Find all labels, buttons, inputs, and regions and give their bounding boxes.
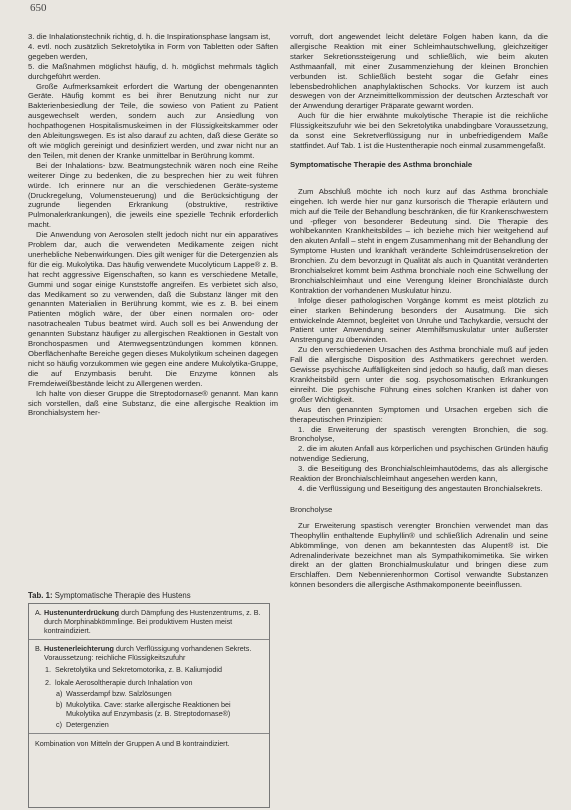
table-item-a bbox=[35, 608, 263, 635]
item-label: 1. bbox=[45, 665, 51, 675]
paragraph: Große Aufmerksamkeit erfordert die Wartung der obengenannten Geräte. Häufig kommt es bei ihrer Benutzung nicht nur zur Bakterienbesiedlung der Teile, die sowieso von Patient zu Patient ausgewechselt werden, sondern auch zur Ansiedlung von hochpathogenen Hospitalismuskeimen in der Flüssigkeitskammer oder den Ableitungswegen. Es ist also darauf zu achten, daß diese Geräte so oft wie möglich gereinigt und desinfiziert werden, und zwar nicht nur an den Teilen, mit denen der Kranke unmittelbar in Berührung kommt. bbox=[28, 81, 278, 160]
item-title: Hustenerleichterung bbox=[44, 644, 114, 654]
paragraph: Ich halte von dieser Gruppe die Streptodornase® genannt. Man kann sich vorstellen, daß eine Substanz, die eine allergische Reaktion im Bronchialsystem her- bbox=[28, 388, 278, 418]
left-text-column bbox=[28, 32, 278, 588]
therapy-table bbox=[28, 603, 270, 808]
table-caption-text: Symptomatische Therapie des Hustens bbox=[54, 591, 191, 600]
page-number: 650 bbox=[30, 2, 47, 14]
item-text: Mukolytika. Cave: starke allergische Reaktionen bei Mukolytika auf Enzymbasis (z. B. Streptodornase®) bbox=[66, 699, 231, 718]
section-heading: Symptomatische Therapie des Asthma bronchiale bbox=[290, 159, 473, 169]
paragraph: 5. die Maßnahmen möglichst häufig, d. h. möglichst mehrmals täglich durchgeführt werden. bbox=[28, 61, 278, 81]
item-text: Detergenzien bbox=[66, 719, 109, 729]
item-label: A. bbox=[35, 608, 42, 617]
paragraph: 4. evtl. noch zusätzlich Sekretolytika in Form von Tabletten oder Säften gegeben werden, bbox=[28, 41, 278, 61]
item-label: 2. bbox=[45, 677, 51, 687]
item-text: Sekretolytika und Sekretomotorika, z. B. Kaliumjodid bbox=[55, 665, 222, 675]
sub-heading: Broncholyse bbox=[290, 504, 333, 514]
paragraph: Infolge dieser pathologischen Vorgänge kommt es meist plötzlich zu einer starken Behinderung besonders der Ausatmung. Die sich entwickelnde Atemnot, begleitet von Unruhe und Tachykardie, versucht der Patient unter Anwendung seiner Atemhilfsmuskulatur unter äußerster Anstrengung zu überwinden. bbox=[290, 295, 548, 345]
list-item: 1. die Erweiterung der spastisch verengten Bronchien, die sog. Broncholyse, bbox=[290, 424, 548, 444]
item-label: a) bbox=[56, 688, 63, 698]
table-footer: Kombination von Mitteln der Gruppen A und B kontraindiziert. bbox=[35, 739, 230, 749]
paragraph: vorruft, dort angewendet leicht deletäre Folgen haben kann, da die allergische Reaktion mit einer Schleimhautschwellung, gleichzeitiger starker Sekretionssteigerung und schließlich, wie beim akuten Asthmaanfall, mit einer Zusammenziehung der kleinen Bronchien verbunden ist. Schließlich besteht sogar die Gefahr eines lebensbedrohlichen anaphylaktischen Schocks. Vor kurzem ist auch deswegen von der Arzneimittelkommission der deutschen Ärzteschaft vor der Anwendung derartiger Präparate gewarnt worden. bbox=[290, 32, 548, 111]
paragraph: Die Anwendung von Aerosolen stellt jedoch nicht nur ein apparatives Problem dar, auch die verwendeten Medikamente zeigen nicht unerhebliche Nebenwirkungen. Dies gilt weniger für die Detergenzien als für die eig. Mukolytika. Das häufig verwendete Mucolyticum Lappe® z. B. hat recht aggressive Eigenschaften, so kann es verschiedene Metalle, Gummi und sogar einige Kunststoffe angreifen. Es verbietet sich also, das Medikament so zu verwenden, daß die Substanz länger mit den genannten Materialien in Berührung kommt, wie es z. B. bei einem Patienten möglich wäre, der über einen normalen oro- oder nasotrachealen Tubus beatmet wird. Auch soll es bei Anwendung der genannten Substanz häufiger zu allergischen Reaktionen in Gestalt von Bronchospasmen und Atemwegsentzündungen kommen können. Oberflächenhafte Bereiche gegen dieses Mukolytikum scheinen dagegen nicht so häufig vorzukommen wie gegen eine andere Mukolytika-Gruppe, die auf Enzymbasis beruht. Die Enzyme können als Fremdeiweißbestände leicht zu Allergenen werden. bbox=[28, 230, 278, 388]
paragraph: Zur Erweiterung spastisch verengter Bronchien verwendet man das Theophyllin enthaltende Euphyllin® und schließlich Adrenalin und seine Abkömmlinge, von denen am bekanntesten das Alupent® ist. Die Adrenalinderivate bezeichnet man als Sympathikomimetika. Sie wirken direkt an der glatten Bronchialmuskulatur und bringen diese zum Erschlaffen. Dem Nebennierenhormon Cortisol verwandte Substanzen können besonders die allergische Asthmakomponente beeinflussen. bbox=[290, 520, 548, 590]
item-text: lokale Aerosoltherapie durch Inhalation von bbox=[55, 677, 193, 687]
item-title: Hustenunterdrückung bbox=[44, 608, 120, 617]
paragraph: Auch für die hier erwähnte mukolytische Therapie ist die reichliche Flüssigkeitszufuhr wie bei den Sekretolytika unabdingbare Voraussetzung, da sonst eine Sekretverflüssigung nur in unbefriedigendem Maße stattfindet. Auf Tab. 1 ist die Hustentherapie noch einmal zusammengefaßt. bbox=[290, 111, 548, 150]
item-text: durch Verflüssigung vorhandenen Sekrets. Voraussetzung: reichliche Flüssigkeitszufuhr bbox=[44, 644, 252, 663]
list-item: 3. die Beseitigung des Bronchialschleimhautödems, das als allergische Reaktion der Bronchialschleimhaut angesehen werden kann, bbox=[290, 464, 548, 484]
table-item-b2b bbox=[35, 700, 263, 718]
table-item-b2 bbox=[35, 678, 263, 687]
item-text: durch Dämpfung des Hustenzentrums, z. B. durch Morphinabkömmlinge. Bei produktivem Husten meist kontraindiziert. bbox=[44, 608, 261, 636]
list-item: 2. die im akuten Anfall aus körperlichen und psychischen Gründen häufig notwendige Sedierung, bbox=[290, 444, 548, 464]
table-caption-prefix: Tab. 1: bbox=[28, 591, 53, 600]
table-item-b bbox=[35, 644, 263, 662]
table-item-b2a bbox=[35, 689, 263, 698]
paragraph: Aus den genannten Symptomen und Ursachen ergeben sich die therapeutischen Prinzipien: bbox=[290, 404, 548, 424]
item-label: b) bbox=[56, 699, 63, 709]
right-text-column bbox=[290, 32, 548, 804]
table-divider bbox=[29, 639, 269, 640]
paragraph: 3. die Inhalationstechnik richtig, d. h. die Inspirationsphase langsam ist, bbox=[28, 32, 271, 41]
paragraph: Zum Abschluß möchte ich noch kurz auf das Asthma bronchiale eingehen. Ich werde hier nur ganz kursorisch die Therapie erläutern und mich auf die Teile der Behandlung beschränken, die für Krankenschwestern und -pfleger von besonderer Bedeutung sind. Die Therapie des wohlbekannten Krankheitsbildes – ich beziehe mich hier weitgehend auf den akuten Anfall – steht in engem Zusammenhang mit der Behandlung der Symptome Husten und krankhaft veränderte Schleimdrüsensekretion der Bronchien. Zu dem bevorzugt in Qualität als auch in Quantität veränderten Bronchialsekret kommt beim Asthma bronchiale noch eine Schwellung der Bronchialschleimhaut und eine Verengung kleiner Bronchialäste durch Kontraktion der vorhandenen Muskulatur hinzu. bbox=[290, 186, 548, 295]
paragraph: Bei der Inhalations- bzw. Beatmungstechnik wären noch eine Reihe weiterer Dinge zu bedenken, die zu besprechen hier zu weit führen würde. Ich erinnere nur an die verschiedenen Geräte-systeme (Druckregelung, Volumensteuerung) und die Berücksichtigung der zugrunde liegenden Erkrankung (obstruktive, restriktive Pulmonalerkrankungen), die jeweils eine spezielle Technik erforderlich macht. bbox=[28, 160, 278, 230]
item-label: B. bbox=[35, 644, 42, 654]
table-divider bbox=[29, 733, 269, 734]
table-item-b1 bbox=[35, 665, 263, 674]
paragraph: Zu den verschiedenen Ursachen des Asthma bronchiale muß auf jeden Fall die allergische Disposition des Asthmatikers gerechnet werden. Gewisse psychische Auffälligkeiten sind jedoch so häufig, daß man dieses Krankheitsbild gern unter die sog. psychosomatischen Erkrankungen einreiht. Die psychische Führung eines solchen Kranken ist daher von großer Wichtigkeit. bbox=[290, 345, 548, 404]
table-caption bbox=[28, 591, 278, 601]
item-label: c) bbox=[56, 719, 62, 729]
table-item-b2c bbox=[35, 720, 263, 729]
item-text: Wasserdampf bzw. Salzlösungen bbox=[66, 688, 172, 698]
list-item: 4. die Verflüssigung und Beseitigung des angestauten Bronchialsekrets. bbox=[298, 483, 543, 493]
